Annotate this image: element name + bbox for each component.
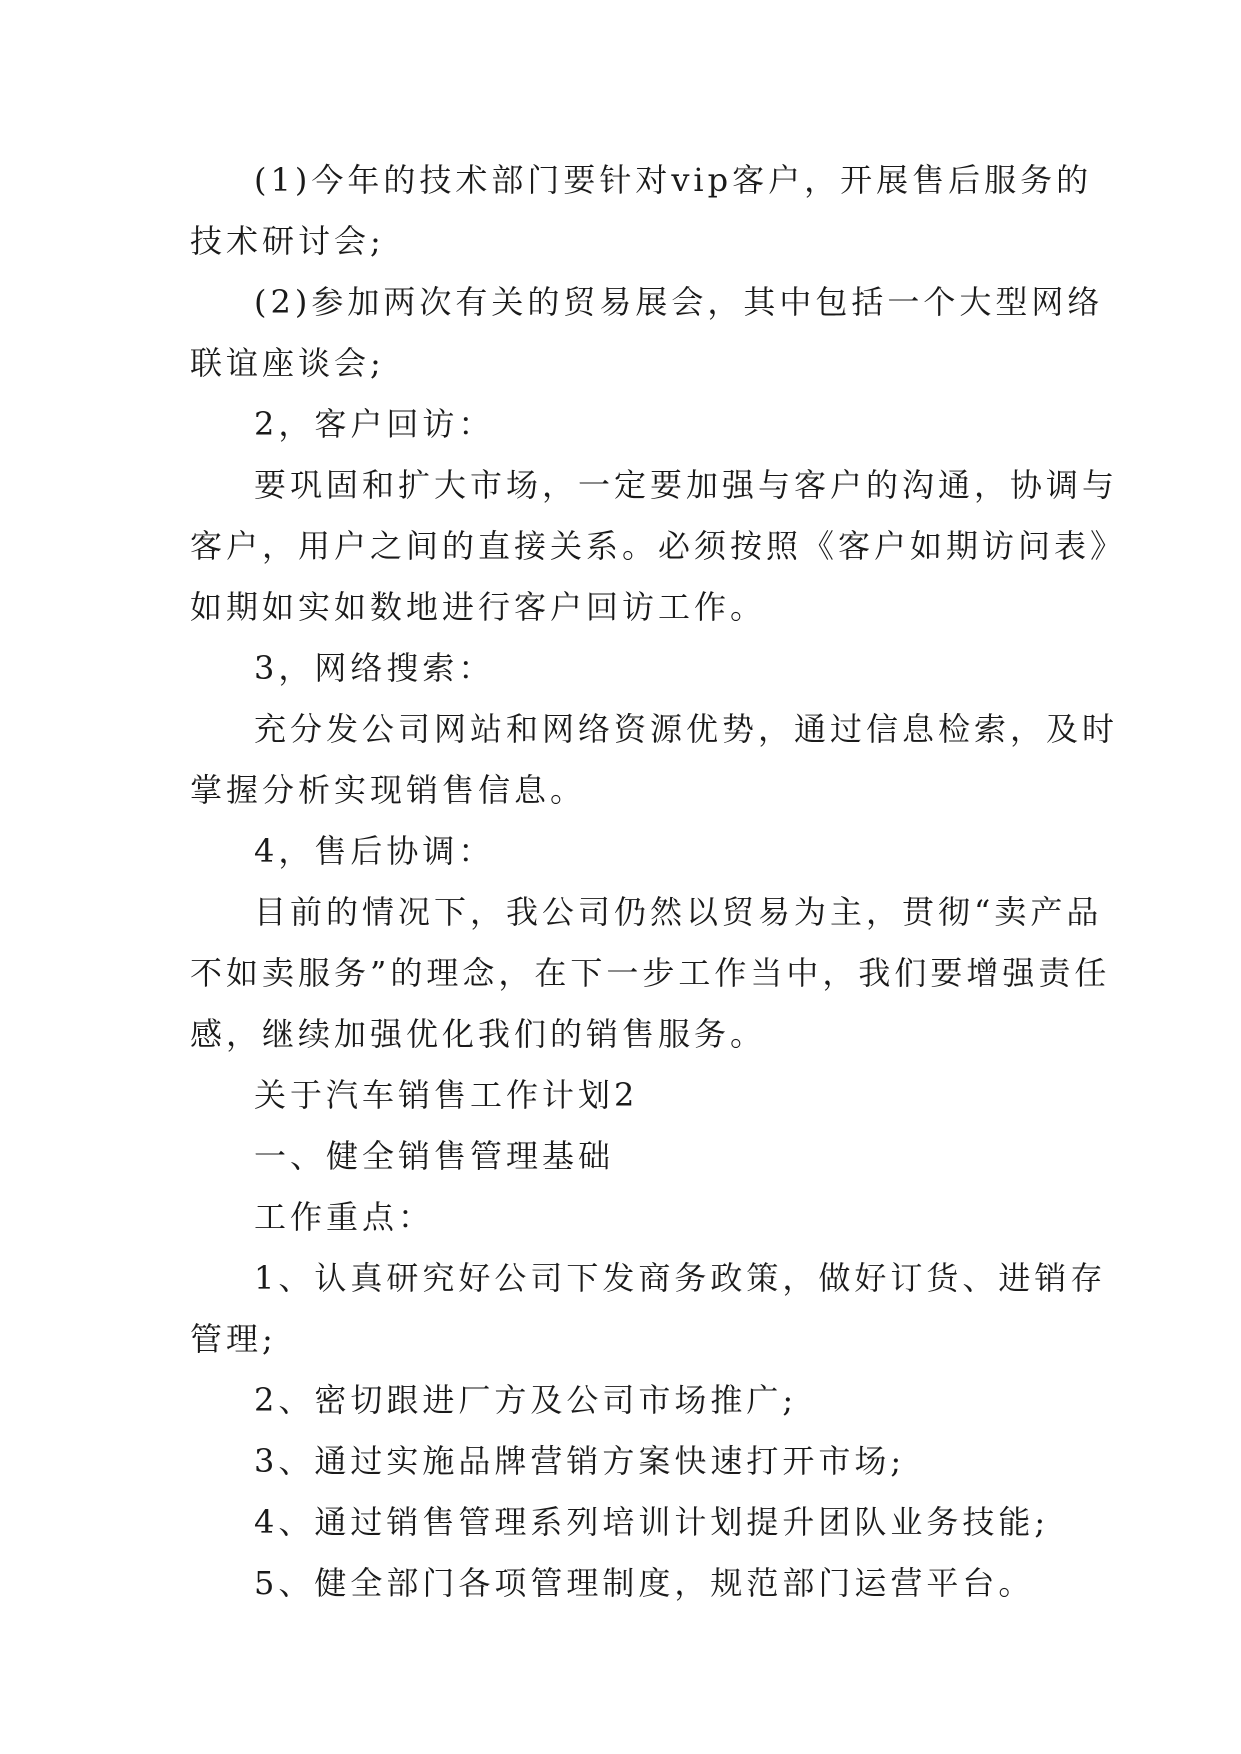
paragraph-line: 如期如实如数地进行客户回访工作。	[190, 588, 767, 626]
paragraph-line: (1)今年的技术部门要针对vip客户，开展售后服务的	[254, 161, 1093, 199]
paragraph-line: 掌握分析实现销售信息。	[190, 771, 587, 809]
section-heading: 2，客户回访：	[254, 405, 495, 443]
list-item: 5、健全部门各项管理制度，规范部门运营平台。	[254, 1564, 1035, 1602]
paragraph-line: 感，继续加强优化我们的销售服务。	[190, 1015, 767, 1053]
list-item: 管理;	[190, 1320, 277, 1358]
paragraph-line: 技术研讨会;	[190, 222, 385, 260]
list-item: 4、通过销售管理系列培训计划提升团队业务技能;	[254, 1503, 1050, 1541]
section-heading: 工作重点：	[254, 1198, 435, 1236]
section-heading: 4，售后协调：	[254, 832, 495, 870]
paragraph-line: 不如卖服务”的理念，在下一步工作当中，我们要增强责任	[190, 954, 1111, 992]
paragraph-line: 联谊座谈会;	[190, 344, 385, 382]
paragraph-line: 客户，用户之间的直接关系。必须按照《客户如期访问表》	[190, 527, 1127, 565]
section-heading: 3，网络搜索：	[254, 649, 495, 687]
paragraph-line: 充分发公司网站和网络资源优势，通过信息检索，及时	[254, 710, 1119, 748]
list-item: 2、密切跟进厂方及公司市场推广;	[254, 1381, 798, 1419]
document-body	[190, 150, 1127, 1614]
section-heading: 一、健全销售管理基础	[254, 1137, 615, 1175]
paragraph-line: 目前的情况下，我公司仍然以贸易为主，贯彻“卖产品	[254, 893, 1103, 931]
document-subtitle: 关于汽车销售工作计划2	[254, 1076, 639, 1114]
list-item: 1、认真研究好公司下发商务政策，做好订货、进销存	[254, 1259, 1107, 1297]
paragraph-line: 要巩固和扩大市场，一定要加强与客户的沟通，协调与	[254, 466, 1119, 504]
list-item: 3、通过实施品牌营销方案快速打开市场;	[254, 1442, 906, 1480]
paragraph-line: (2)参加两次有关的贸易展会，其中包括一个大型网络	[254, 283, 1104, 321]
